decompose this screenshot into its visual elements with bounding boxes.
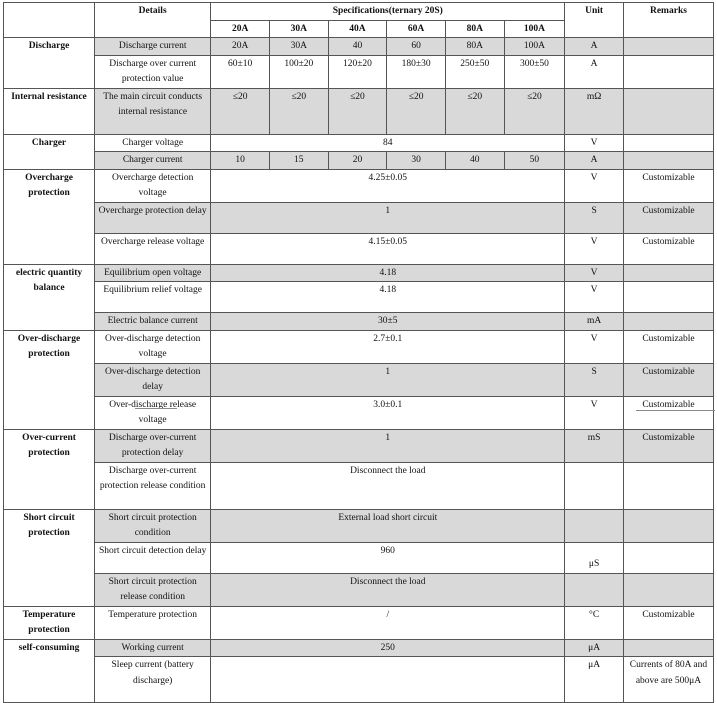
value-cell: Disconnect the load (211, 462, 565, 509)
value-cell: ≤20 (445, 88, 504, 134)
value-cell: 100A (504, 38, 565, 56)
value-cell: 10 (211, 152, 270, 170)
row-label: Short circuit protection condition (95, 509, 211, 542)
remark-cell (623, 542, 713, 573)
row-label: Equilibrium relief voltage (95, 282, 211, 313)
pen-mark (636, 410, 715, 411)
table-row (4, 462, 714, 509)
table-row (4, 573, 714, 606)
remark-cell (623, 152, 713, 170)
value-cell: 30A (269, 38, 328, 56)
remark-cell (623, 134, 713, 152)
remark-cell: Customizable (623, 330, 713, 363)
row-label: Overcharge detection voltage (95, 169, 211, 202)
specification-table (3, 2, 714, 703)
value-cell: ≤20 (269, 88, 328, 134)
value-cell (211, 657, 565, 703)
row-label: Overcharge protection delay (95, 202, 211, 233)
table-row (4, 88, 714, 134)
table-row (4, 396, 714, 429)
unit-cell: V (565, 264, 624, 282)
header-specifications: Specifications(ternary 20S) (211, 3, 565, 21)
value-cell: 250±50 (445, 55, 504, 88)
remark-cell: Currents of 80A and above are 500μA (623, 657, 713, 703)
value-cell: External load short circuit (211, 509, 565, 542)
value-cell: 250 (211, 639, 565, 657)
table-row (4, 429, 714, 462)
value-cell: / (211, 606, 565, 639)
unit-cell (565, 509, 624, 542)
value-cell: 120±20 (328, 55, 387, 88)
value-cell: 40 (328, 38, 387, 56)
unit-cell: V (565, 282, 624, 313)
value-cell: 2.7±0.1 (211, 330, 565, 363)
unit-cell (565, 462, 624, 509)
header-current-col: 80A (445, 20, 504, 38)
remark-cell (623, 88, 713, 134)
value-cell: ≤20 (328, 88, 387, 134)
value-cell: 960 (211, 542, 565, 573)
value-cell: 4.25±0.05 (211, 169, 565, 202)
category-self-consuming: self-consuming (4, 639, 95, 703)
value-cell: 15 (269, 152, 328, 170)
row-label: Temperature protection (95, 606, 211, 639)
unit-cell: mA (565, 313, 624, 331)
row-label: Discharge current (95, 38, 211, 56)
value-cell: 20 (328, 152, 387, 170)
row-label: Equilibrium open voltage (95, 264, 211, 282)
row-label: Electric balance current (95, 313, 211, 331)
value-cell: 4.15±0.05 (211, 233, 565, 264)
table-row (4, 152, 714, 170)
table-row (4, 657, 714, 703)
value-cell: 300±50 (504, 55, 565, 88)
value-cell: 3.0±0.1 (211, 396, 565, 429)
row-label: Sleep current (battery discharge) (95, 657, 211, 703)
header-current-col: 100A (504, 20, 565, 38)
row-label: Short circuit protection release condition (95, 573, 211, 606)
table-row (4, 55, 714, 88)
table-row (4, 639, 714, 657)
table-row (4, 509, 714, 542)
remark-cell (623, 573, 713, 606)
remark-cell: Customizable (623, 429, 713, 462)
unit-cell: A (565, 55, 624, 88)
pen-mark (135, 408, 177, 409)
remark-cell (623, 639, 713, 657)
table-row (4, 169, 714, 202)
remark-cell: Customizable (623, 396, 713, 429)
value-cell: 60±10 (211, 55, 270, 88)
category-discharge: Discharge (4, 38, 95, 89)
remark-cell: Customizable (623, 363, 713, 396)
value-cell: 4.18 (211, 282, 565, 313)
remark-cell (623, 282, 713, 313)
row-label: Over-discharge detection voltage (95, 330, 211, 363)
unit-cell: A (565, 38, 624, 56)
remark-cell (623, 462, 713, 509)
header-unit: Unit (565, 3, 624, 38)
unit-cell: mS (565, 429, 624, 462)
value-cell: 4.18 (211, 264, 565, 282)
unit-cell: μA (565, 657, 624, 703)
table-row (4, 282, 714, 313)
value-cell: 100±20 (269, 55, 328, 88)
row-label: The main circuit conducts internal resistance (95, 88, 211, 134)
row-label: Over-discharge detection delay (95, 363, 211, 396)
table-row (4, 233, 714, 264)
unit-cell: V (565, 134, 624, 152)
header-current-col: 60A (387, 20, 446, 38)
category-charger: Charger (4, 134, 95, 169)
unit-cell: V (565, 169, 624, 202)
row-label: Discharge over-current protection release condition (95, 462, 211, 509)
value-cell: 60 (387, 38, 446, 56)
value-cell: 20A (211, 38, 270, 56)
row-label: Over-discharge release voltage (95, 396, 211, 429)
remark-cell: Customizable (623, 202, 713, 233)
category-overcurrent: Over-current protection (4, 429, 95, 509)
table-row (4, 264, 714, 282)
row-label: Charger voltage (95, 134, 211, 152)
remark-cell (623, 264, 713, 282)
table-row (4, 313, 714, 331)
unit-cell: S (565, 202, 624, 233)
value-cell: 30 (387, 152, 446, 170)
remark-cell: Customizable (623, 233, 713, 264)
unit-cell: °C (565, 606, 624, 639)
table-row (4, 134, 714, 152)
row-label: Discharge over current protection value (95, 55, 211, 88)
header-details: Details (95, 3, 211, 38)
value-cell: ≤20 (211, 88, 270, 134)
remark-cell (623, 313, 713, 331)
header-blank (4, 3, 95, 38)
table-row (4, 363, 714, 396)
row-label: Discharge over-current protection delay (95, 429, 211, 462)
row-label: Overcharge release voltage (95, 233, 211, 264)
value-cell: ≤20 (387, 88, 446, 134)
unit-cell: V (565, 233, 624, 264)
unit-cell: S (565, 363, 624, 396)
category-short-circuit: Short circuit protection (4, 509, 95, 606)
value-cell: 84 (211, 134, 565, 152)
remark-cell (623, 55, 713, 88)
remark-cell (623, 509, 713, 542)
category-overcharge: Overcharge protection (4, 169, 95, 264)
value-cell: 1 (211, 363, 565, 396)
row-label: Charger current (95, 152, 211, 170)
unit-cell: V (565, 330, 624, 363)
unit-cell: μA (565, 639, 624, 657)
category-balance: electric quantity balance (4, 264, 95, 330)
table-row (4, 202, 714, 233)
row-label: Working current (95, 639, 211, 657)
value-cell: 1 (211, 202, 565, 233)
table-row (4, 330, 714, 363)
unit-cell (565, 573, 624, 606)
unit-cell: V (565, 396, 624, 429)
header-current-col: 40A (328, 20, 387, 38)
value-cell: 1 (211, 429, 565, 462)
header-current-col: 30A (269, 20, 328, 38)
value-cell: 50 (504, 152, 565, 170)
unit-cell: A (565, 152, 624, 170)
category-internal-resistance: Internal resistance (4, 88, 95, 134)
header-remarks: Remarks (623, 3, 713, 38)
value-cell: 80A (445, 38, 504, 56)
row-label: Short circuit detection delay (95, 542, 211, 573)
value-cell: ≤20 (504, 88, 565, 134)
table-row (4, 38, 714, 56)
unit-cell: mΩ (565, 88, 624, 134)
header-current-col: 20A (211, 20, 270, 38)
value-cell: 180±30 (387, 55, 446, 88)
category-overdischarge: Over-discharge protection (4, 330, 95, 429)
remark-cell (623, 38, 713, 56)
remark-cell: Customizable (623, 169, 713, 202)
category-temperature: Temperature protection (4, 606, 95, 639)
value-cell: 30±5 (211, 313, 565, 331)
unit-cell: μS (565, 542, 624, 573)
value-cell: Disconnect the load (211, 573, 565, 606)
table-row (4, 606, 714, 639)
value-cell: 40 (445, 152, 504, 170)
table-row (4, 542, 714, 573)
remark-cell: Customizable (623, 606, 713, 639)
